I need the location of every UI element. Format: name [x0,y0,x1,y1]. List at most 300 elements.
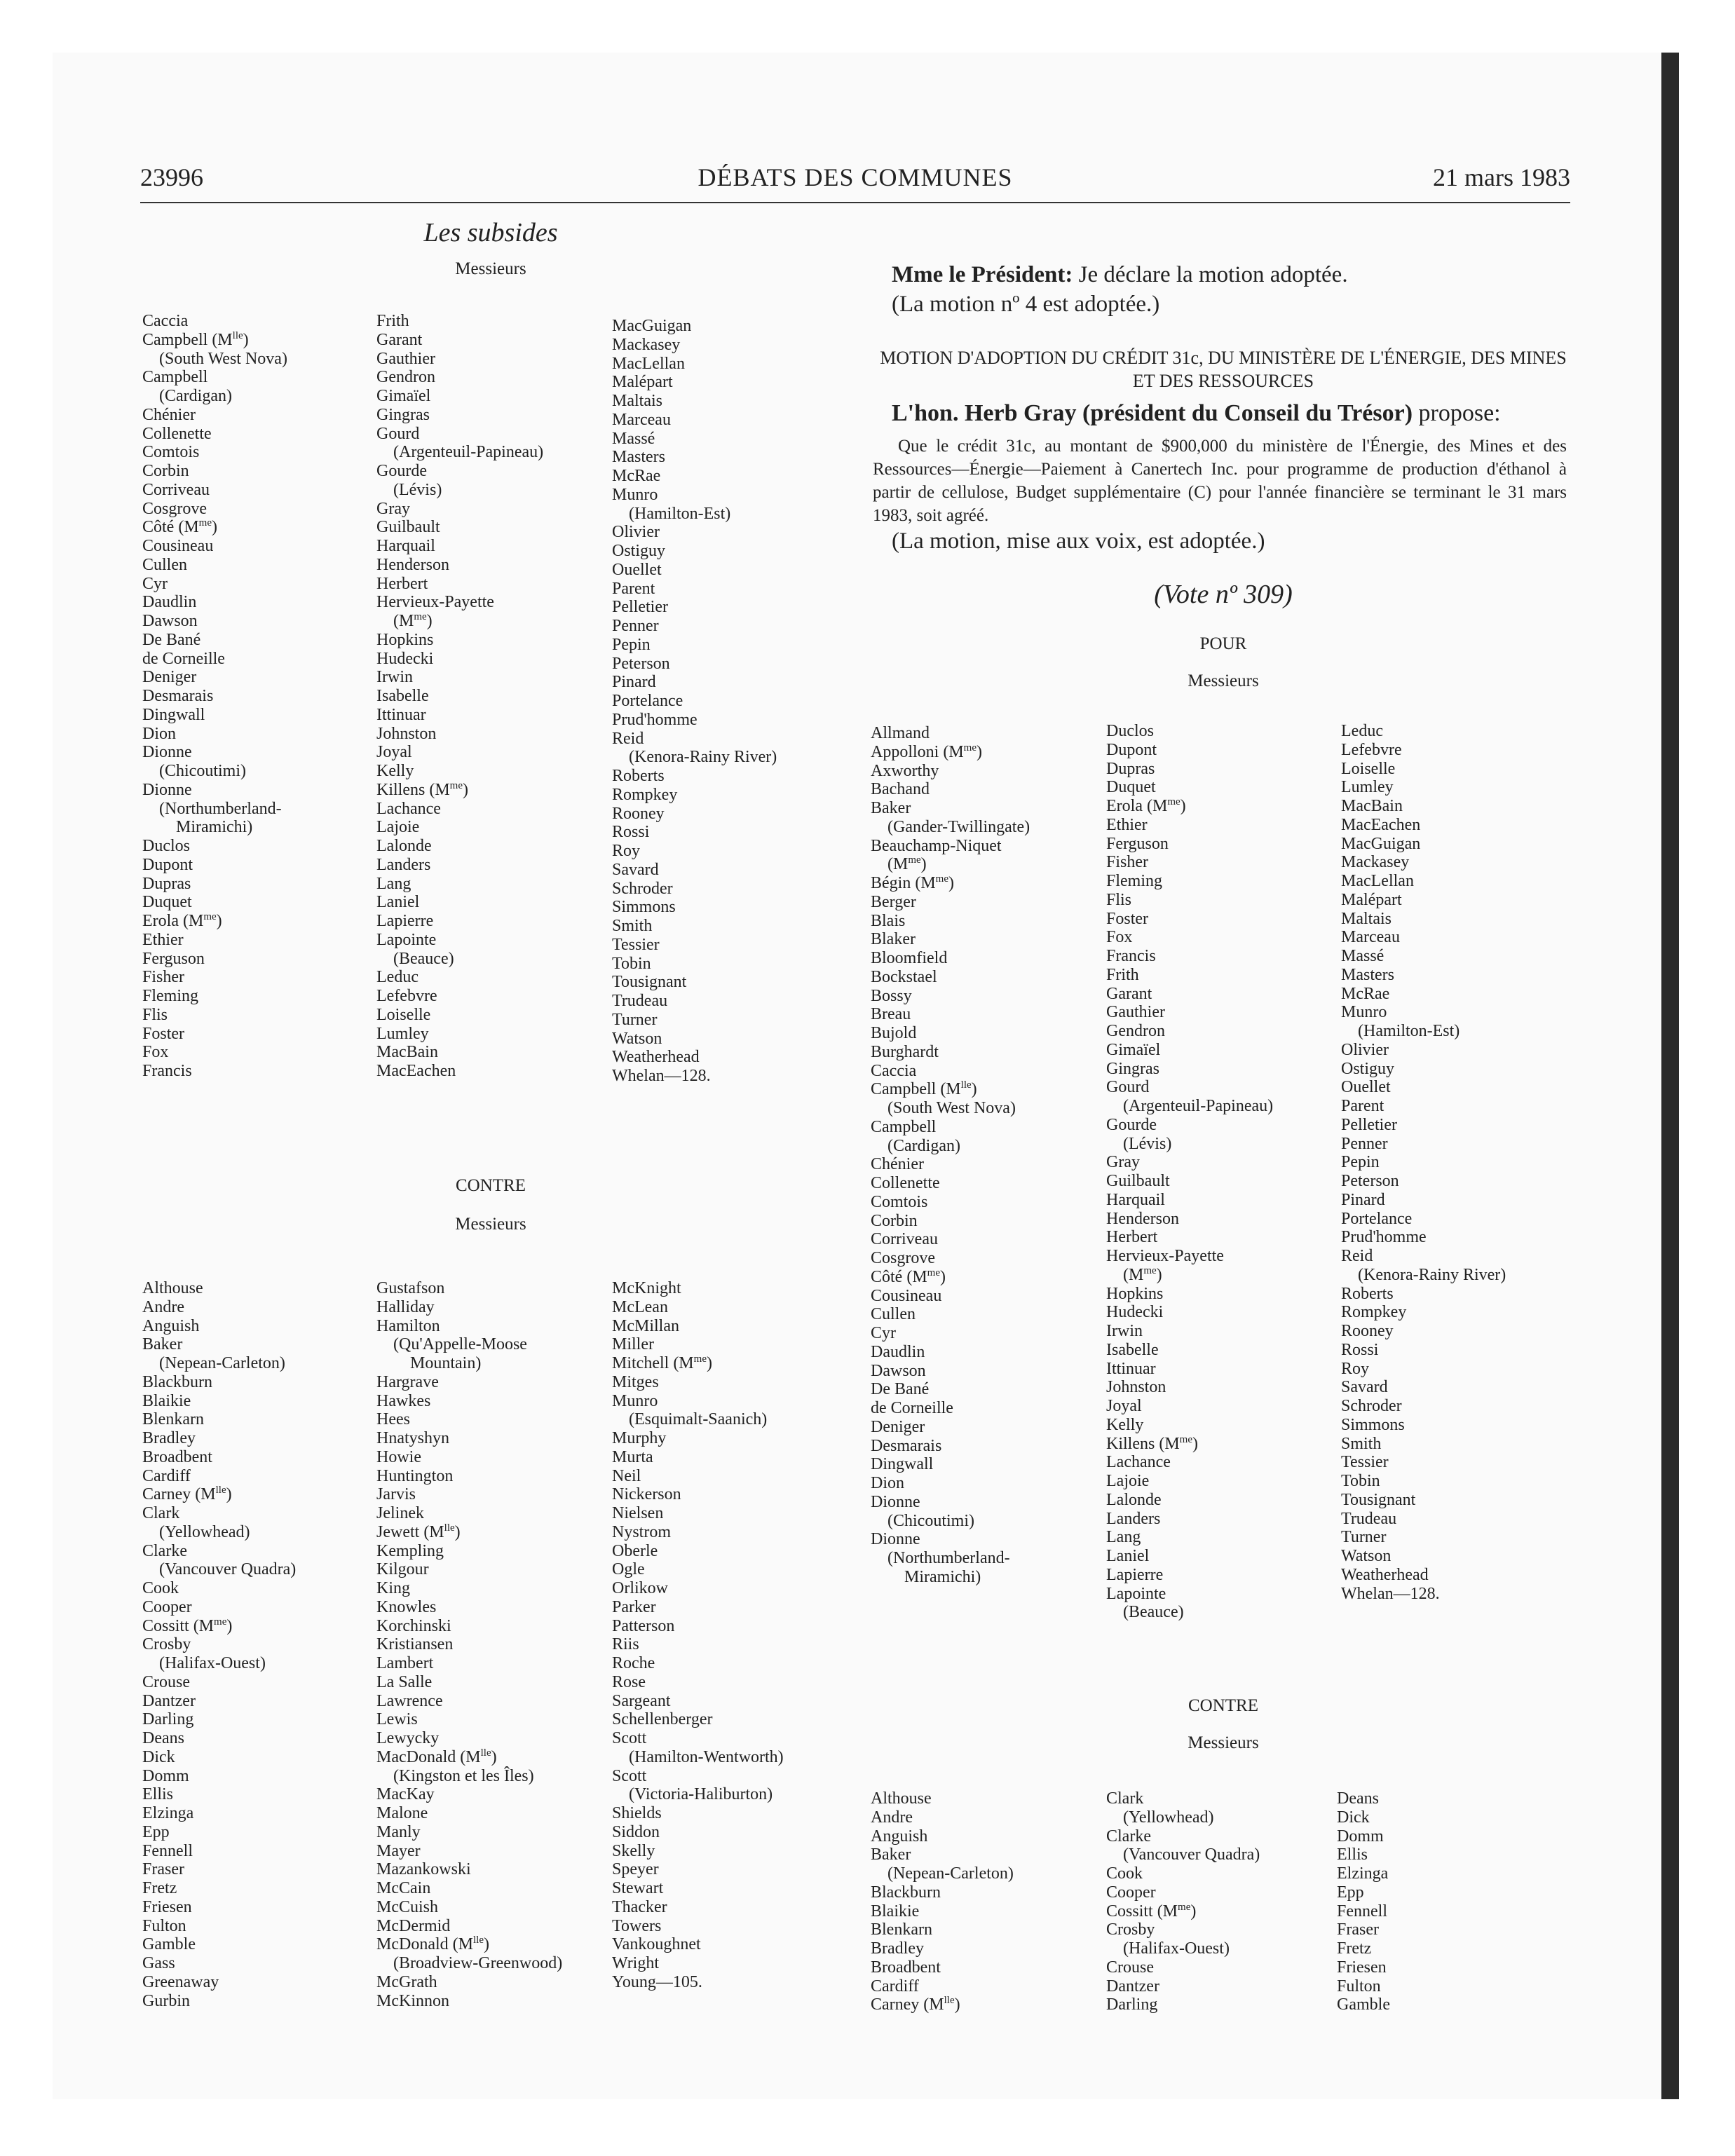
member-name: Andre [142,1297,184,1316]
member-name: Gauthier [1106,1003,1165,1022]
member-name: Hudecki [1106,1303,1164,1322]
member-name: Clarke [142,1541,187,1560]
member-name: Côté $(M^{me})$ [142,517,217,537]
member-name: Ouellet [1341,1078,1391,1097]
member-name: Cook [142,1579,179,1597]
member-name: Fretz [142,1879,177,1897]
right-pour-column-2 [1106,722,1273,1622]
member-name: Lambert [376,1654,434,1672]
member-name: Masters [612,448,665,467]
member-name: Cooper [1106,1883,1156,1902]
member-name: Daudlin [142,593,197,612]
member-name: Hamilton [376,1316,440,1335]
member-name: Berger [871,892,916,911]
member-name: Smith [612,917,653,935]
member-name: Simmons [1341,1415,1405,1434]
member-name: Rompkey [612,785,678,804]
member-name: Blaikie [142,1391,191,1410]
member-name: Isabelle [376,687,429,705]
member-name: Desmarais [871,1436,942,1455]
member-name: Anguish [142,1316,200,1335]
member-name: Deniger [142,668,197,687]
riding-name: (Argenteuil-Papineau) [1123,1097,1274,1115]
member-name: Hees [376,1410,410,1429]
member-name: Oberle [612,1541,658,1560]
member-name: Erola $(M^{me})$ [1106,796,1186,815]
member-name: Guilbault [376,518,440,537]
member-name: Cyr [871,1324,896,1342]
member-name: Campbell $(M^{lle})$ [142,329,249,349]
member-name: Ferguson [142,949,205,968]
member-name: Crosby [1106,1920,1155,1939]
member-name: Malone [376,1804,428,1822]
binding-edge [1661,53,1679,2099]
member-name: Kelly [376,762,414,780]
member-name: Gourd [376,424,420,443]
riding-name: (Kenora-Rainy River) [629,748,777,767]
member-name: Lawrence [376,1691,443,1710]
member-name: Lapierre [376,912,434,930]
member-name: Masters [1341,965,1394,984]
riding-name: (Hamilton-Est) [1358,1022,1460,1040]
member-name: Corriveau [142,480,210,499]
member-name: Fox [142,1043,169,1062]
member-name: Lalonde [376,837,432,855]
member-name: Allmand [871,724,930,742]
riding-name: (Chicoutimi) [159,762,246,780]
riding-name: (Hamilton-Est) [629,504,731,523]
member-name: Roche [612,1654,655,1672]
member-name: Wright [612,1954,660,1972]
member-name: Whelan—128. [612,1067,711,1085]
member-name: McGrath [376,1972,437,1991]
member-name: Kilgour [376,1560,429,1579]
riding-name: (Nepean-Carleton) [159,1354,285,1372]
member-name: Prud'homme [1341,1228,1427,1247]
member-name: Knowles [376,1597,437,1616]
member-name: Blenkarn [142,1410,204,1429]
member-name: Gimaïel [376,387,431,405]
riding-name: (Beauce) [1123,1603,1184,1622]
member-name: Pinard [1341,1190,1385,1209]
member-name: Jewett $(M^{lle})$ [376,1522,461,1541]
member-name: Savard [612,860,659,879]
member-name: Weatherhead [612,1048,700,1067]
member-name: Desmarais [142,687,214,705]
member-name: Beauchamp-Niquet [871,836,1002,855]
member-name: Ethier [142,930,184,949]
member-name: Darling [142,1710,194,1729]
member-name: Savard [1341,1378,1388,1397]
member-name: Dionne [871,1492,920,1511]
member-name: Fretz [1337,1939,1372,1958]
member-name: Carney $(M^{lle})$ [142,1485,232,1504]
member-name: Korchinski [376,1616,451,1635]
member-name: Marceau [1341,928,1400,947]
member-name: Dupras [1106,759,1155,778]
member-name: Friesen [142,1897,192,1916]
member-name: Burghardt [871,1042,939,1061]
member-name: Dionne [871,1530,920,1549]
member-name: Lapointe [1106,1584,1166,1603]
member-name: McCuish [376,1897,439,1916]
member-name: Hargrave [376,1372,439,1391]
member-name: Marceau [612,410,671,429]
member-name: Foster [1106,909,1148,928]
member-name: Lalonde [1106,1490,1162,1509]
member-name: Schroder [612,879,673,898]
riding-name: (Broadview-Greenwood) [393,1954,563,1972]
member-name: Manly [376,1822,421,1841]
member-name: Cook [1106,1864,1143,1883]
member-name: Munro [612,485,658,504]
riding-name: (Kenora-Rainy River) [1358,1265,1506,1284]
riding-name: (Vancouver Quadra) [159,1560,297,1579]
member-name: McDermid [376,1916,451,1935]
member-name: Trudeau [1341,1509,1397,1528]
member-name: Huntington [376,1466,454,1485]
member-name: Gimaïel [1106,1040,1161,1059]
member-name: Massé [612,429,655,448]
member-name: Crosby [142,1635,191,1654]
member-name: Leduc [376,968,419,987]
vote-number: (Vote nº 309) [1154,580,1293,609]
member-name: MacKay [376,1785,435,1804]
member-name: Rooney [1341,1322,1394,1340]
member-name: Corbin [871,1211,918,1230]
member-name: Towers [612,1916,662,1935]
member-name: Jelinek [376,1504,424,1522]
member-name: Halliday [376,1297,435,1316]
member-name: Deans [1337,1789,1379,1808]
member-name: Breau [871,1005,911,1024]
member-name: Lumley [376,1024,429,1043]
member-name: Hervieux-Payette [376,593,494,612]
member-name: Gass [142,1954,175,1972]
member-name: Smith [1341,1434,1382,1453]
member-name: Fleming [1106,872,1163,890]
member-name: Caccia [871,1061,917,1080]
member-name: Axworthy [871,761,939,780]
member-name: Patterson [612,1616,675,1635]
member-name: Andre [871,1808,913,1827]
member-name: Vankoughnet [612,1935,701,1954]
member-name: Cardiff [142,1466,191,1485]
member-name: Tessier [612,935,660,954]
member-name: Maltais [612,392,662,410]
member-name: Joyal [376,743,412,762]
member-name: Watson [612,1029,662,1048]
member-name: Campbell [871,1117,937,1136]
member-name: MacDonald $(M^{lle})$ [376,1747,497,1766]
member-name: Anguish [871,1827,928,1845]
member-name: Skelly [612,1841,655,1860]
riding-name: (Lévis) [1123,1134,1172,1153]
member-name: Johnston [376,724,437,743]
member-name: Loiselle [376,1005,431,1024]
member-name: Rose [612,1672,646,1691]
member-name: Comtois [142,443,200,462]
contre-subheading-right: Messieurs [1188,1733,1259,1752]
mover-line [892,400,1501,428]
member-name: Campbell $(M^{lle})$ [871,1079,977,1099]
member-name: Duquet [1106,778,1156,797]
riding-name: (Hamilton-Wentworth) [629,1747,784,1766]
member-name: Irwin [376,668,413,687]
member-name: Massé [1341,947,1384,965]
member-name: Portelance [612,692,683,710]
member-name: Fulton [142,1916,186,1935]
riding-name: Miramichi) [176,818,253,837]
member-name: Miller [612,1335,654,1354]
member-name: Blackburn [142,1372,212,1391]
member-name: Loiselle [1341,759,1396,778]
member-name: Blais [871,911,906,930]
member-name: Dawson [871,1361,926,1380]
member-name: Caccia [142,312,189,330]
member-name: Mackasey [612,335,681,354]
member-name: Isabelle [1106,1340,1159,1359]
member-name: Watson [1341,1547,1392,1565]
riding-name: (Halifax-Ouest) [159,1654,266,1672]
member-name: Munro [612,1391,658,1410]
member-name: Fennell [142,1841,193,1860]
riding-name: (Argenteuil-Papineau) [393,443,544,462]
member-name: Cossitt $(M^{me})$ [1106,1901,1197,1920]
member-name: Jarvis [376,1485,416,1504]
member-name: Kelly [1106,1415,1144,1434]
member-name: Cyr [142,574,168,593]
member-name: Johnston [1106,1378,1166,1397]
member-name: Baker [142,1335,183,1354]
member-name: Guilbault [1106,1172,1170,1190]
member-name: Mitchell $(M^{me})$ [612,1353,712,1372]
member-name: Collenette [871,1174,940,1192]
member-name: Pepin [612,635,651,654]
member-name: Foster [142,1024,184,1043]
member-name: Garant [1106,984,1152,1003]
riding-name: $(M^{me})$ [1123,1264,1162,1284]
member-name: Gray [376,499,410,518]
member-name: Bégin $(M^{me})$ [871,873,954,892]
member-name: Clarke [1106,1827,1151,1845]
member-name: Rossi [1341,1340,1379,1359]
member-name: Bloomfield [871,949,948,967]
member-name: Francis [142,1062,192,1080]
member-name: Côté $(M^{me})$ [871,1267,946,1286]
member-name: Kempling [376,1541,444,1560]
member-name: Lapierre [1106,1565,1164,1584]
member-name: Corriveau [871,1230,938,1249]
riding-name: Miramichi) [904,1567,981,1586]
member-name: Mackasey [1341,853,1410,872]
member-name: Roberts [612,767,665,785]
riding-name: $(M^{me})$ [887,854,927,874]
member-name: McRae [612,467,661,485]
member-name: Rooney [612,804,665,823]
member-name: Ogle [612,1560,645,1579]
member-name: Pelletier [1341,1115,1397,1134]
member-name: Pelletier [612,598,668,617]
member-name: Reid [612,729,644,748]
member-name: Gurbin [142,1991,190,2010]
member-name: Bradley [871,1939,924,1958]
member-name: Tousignant [1341,1490,1416,1509]
member-name: Daudlin [871,1342,925,1361]
member-name: Roy [612,842,641,860]
member-name: Lachance [1106,1453,1171,1472]
member-name: Althouse [142,1279,203,1297]
riding-name: (Esquimalt-Saanich) [629,1410,768,1429]
pour-heading-right: POUR [1199,634,1247,653]
member-name: Dantzer [1106,1977,1159,1995]
speaker-text: Je déclare la motion adoptée. [1078,262,1348,287]
member-name: Malépart [1341,890,1402,909]
member-name: Harquail [376,537,435,555]
pour-subheading-right: Messieurs [1188,671,1259,690]
member-name: Herbert [376,574,428,593]
member-name: Lewis [376,1710,418,1729]
member-name: Fisher [1106,853,1148,872]
member-name: Lachance [376,799,441,818]
riding-name: (Chicoutimi) [887,1511,974,1530]
member-name: Dawson [142,612,198,630]
contre-heading-left: CONTRE [456,1176,526,1195]
member-name: Laniel [1106,1547,1150,1565]
contre-heading-right: CONTRE [1188,1696,1258,1715]
member-name: Chénier [142,405,196,424]
member-name: Laniel [376,893,420,912]
member-name: Cullen [142,555,187,574]
riding-name: (Beauce) [393,949,454,968]
riding-name: (Cardigan) [887,1136,960,1155]
member-name: Tousignant [612,973,687,992]
riding-name: Mountain) [410,1354,482,1372]
member-name: Roy [1341,1359,1370,1378]
motion-4-adopted: (La motion nº 4 est adoptée.) [892,292,1160,317]
member-name: Gamble [1337,1995,1390,2014]
member-name: Flis [142,1005,168,1024]
member-name: Epp [142,1822,170,1841]
speaker-label: Mme le Président: [892,262,1073,287]
member-name: Fulton [1337,1977,1381,1995]
member-name: Harquail [1106,1190,1165,1209]
member-name: Gamble [142,1935,196,1954]
motion-body: Que le crédit 31c, au montant de $900,000 du ministère de l'Énergie, des Mines et des Ressources—Énergie—Paiement à Canertech Inc. pour programme de production d'éthanol à partir de cellulose, Budget supplémentaire (C) pour l'année financière se terminant le 31 mars 1983, soit agréé. [873,437,1567,525]
riding-name: (Lévis) [393,480,442,499]
member-name: Comtois [871,1192,928,1211]
member-name: McMillan [612,1316,679,1335]
member-name: Erola $(M^{me})$ [142,911,222,930]
member-name: Domm [142,1766,189,1785]
member-name: Fleming [142,987,199,1005]
member-name: Dupont [142,855,193,874]
member-name: Lefebvre [376,987,437,1005]
member-name: Gingras [376,405,430,424]
member-name: Howie [376,1447,421,1466]
riding-name: (Kingston et les Îles) [393,1766,534,1785]
mover-label: L'hon. Herb Gray (président du Conseil du Trésor) [892,400,1413,426]
member-name: Malépart [612,373,673,392]
member-name: MacGuigan [612,317,692,335]
member-name: MacLellan [1341,872,1414,890]
member-name: Mayer [376,1841,421,1860]
member-name: Weatherhead [1341,1565,1429,1584]
member-name: Nystrom [612,1522,671,1541]
member-name: Riis [612,1635,639,1654]
member-name: Hervieux-Payette [1106,1247,1224,1265]
member-name: Killens $(M^{me})$ [1106,1433,1198,1453]
member-name: Blaker [871,930,916,949]
member-name: Greenaway [142,1972,219,1991]
member-name: Collenette [142,424,212,443]
member-name: Crouse [142,1672,190,1691]
member-name: Duclos [1106,722,1154,740]
member-name: La Salle [376,1672,433,1691]
member-name: Penner [612,617,659,635]
member-name: Fraser [142,1860,184,1879]
member-name: Murphy [612,1429,667,1447]
member-name: Peterson [612,654,670,673]
right-contre-column-2 [1106,1789,1260,2014]
member-name: Fox [1106,928,1133,947]
member-name: Herbert [1106,1228,1158,1247]
member-name: Bachand [871,780,930,799]
member-name: McRae [1341,984,1390,1003]
member-name: Hnatyshyn [376,1429,449,1447]
riding-name: (Vancouver Quadra) [1123,1845,1260,1864]
member-name: Gauthier [376,349,435,368]
member-name: Hopkins [376,630,434,649]
member-name: Joyal [1106,1397,1142,1415]
member-name: Althouse [871,1789,932,1808]
member-name: Peterson [1341,1172,1399,1190]
member-name: Blenkarn [871,1920,932,1939]
member-name: MacEachen [1341,815,1421,834]
riding-name: (Yellowhead) [159,1522,250,1541]
member-name: Dick [1337,1808,1370,1827]
member-name: Young—105. [612,1972,702,1991]
motion-heading: MOTION D'ADOPTION DU CRÉDIT 31c, DU MINISTÈRE DE L'ÉNERGIE, DES MINES ET DES RESSOURCES [880,348,1567,391]
member-name: Blaikie [871,1902,920,1920]
member-name: King [376,1579,410,1597]
member-name: Corbin [142,462,189,480]
member-name: Cousineau [142,537,214,555]
member-name: Crouse [1106,1958,1154,1977]
member-name: Frith [376,312,409,330]
riding-name: (Cardigan) [159,387,232,405]
member-name: Orlikow [612,1579,668,1597]
member-name: Friesen [1337,1958,1387,1977]
member-name: McKinnon [376,1991,449,2010]
member-name: Epp [1337,1883,1364,1902]
right-pour-column-1 [871,724,1030,1587]
member-name: Nickerson [612,1485,681,1504]
member-name: Flis [1106,890,1132,909]
member-name: Whelan—128. [1341,1584,1440,1603]
member-name: Murta [612,1447,653,1466]
right-contre-column-3 [1337,1789,1390,2014]
page-number: 23996 [140,163,203,191]
member-name: MacBain [376,1043,438,1062]
member-name: Ethier [1106,815,1148,834]
member-name: Nielsen [612,1504,664,1522]
member-name: Bockstael [871,967,937,986]
member-name: Ferguson [1106,834,1169,853]
riding-name: $(M^{me})$ [393,611,433,630]
member-name: Schellenberger [612,1710,713,1729]
member-name: MacBain [1341,797,1403,815]
